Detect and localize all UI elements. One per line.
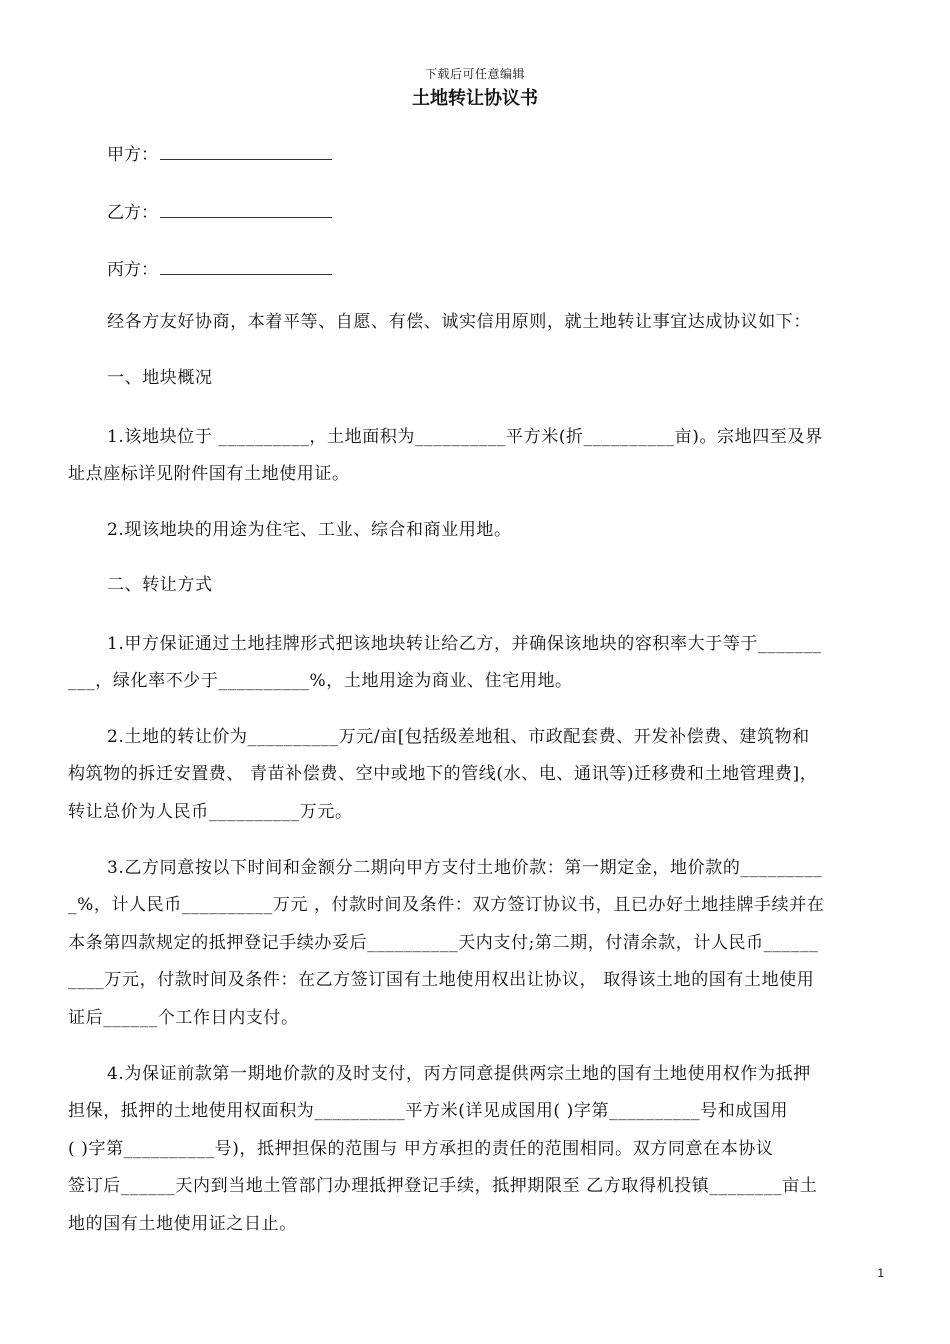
clause-text: 址点座标详见附件国有土地使用证。	[68, 464, 350, 484]
clause-text: 地的国有土地使用证之日止。	[68, 1214, 297, 1234]
party-b-field	[107, 198, 332, 223]
intro-paragraph: 经各方友好协商，本着平等、自愿、有偿、诚实信用原则，就土地转让事宜达成协议如下：	[107, 312, 811, 332]
party-a-field	[107, 140, 332, 165]
party-a-blank	[160, 143, 332, 160]
party-b-blank	[160, 201, 332, 218]
header-note: 下载后可任意编辑	[424, 67, 525, 81]
clause-text: ___，绿化率不少于__________%，土地用途为商业、住宅用地。	[68, 671, 573, 691]
party-c-field	[107, 255, 332, 280]
clause-text: 4.为保证前款第一期地价款的及时支付，丙方同意提供两宗土地的国有土地使用权作为抵押	[107, 1064, 811, 1084]
section-heading: 一、地块概况	[107, 368, 213, 388]
document-title: 土地转让协议书	[412, 88, 538, 109]
clause-text: 担保，抵押的土地使用权面积为__________平方米(详见成国用( )字第__________号和成国用	[68, 1101, 789, 1121]
page-number: 1	[877, 1266, 884, 1280]
clause-text: 签订后______天内到当地土管部门办理抵押登记手续，抵押期限至 乙方取得机投镇________亩土	[68, 1176, 818, 1196]
clause-text: 2.现该地块的用途为住宅、工业、综合和商业用地。	[107, 520, 512, 540]
clause-text: 证后______个工作日内支付。	[68, 1008, 299, 1028]
clause-text: 1.该地块位于 __________，土地面积为__________平方米(折__________亩)。宗地四至及界	[107, 427, 823, 447]
party-b-label: 乙方：	[107, 203, 158, 223]
party-c-label: 丙方：	[107, 260, 158, 280]
clause-text: 转让总价为人民币__________万元。	[68, 802, 353, 822]
clause-text: _%，计人民币__________万元 ，付款时间及条件：双方签订协议书，且已办好土地挂牌手续并在	[68, 895, 825, 915]
clause-text: 2.土地的转让价为__________万元/亩[包括级差地租、市政配套费、开发补偿费、建筑物和	[107, 727, 810, 747]
clause-text: 本条第四款规定的抵押登记手续办妥后__________天内支付;第二期，付清余款，计人民币______	[68, 933, 819, 953]
clause-text: 3.乙方同意按以下时间和金额分二期向甲方支付土地价款：第一期定金，地价款的_________	[107, 858, 823, 878]
clause-text: 1.甲方保证通过土地挂牌形式把该地块转让给乙方，并确保该地块的容积率大于等于_______	[107, 634, 822, 654]
section-heading: 二、转让方式	[107, 575, 213, 595]
clause-text: ____万元，付款时间及条件：在乙方签订国有土地使用权出让协议， 取得该土地的国有土地使用	[68, 970, 815, 990]
party-a-label: 甲方：	[107, 145, 158, 165]
clause-text: 构筑物的拆迁安置费、 青苗补偿费、空中或地下的管线(水、电、通讯等)迁移费和土地管理费]，	[68, 764, 818, 784]
party-c-blank	[160, 258, 332, 275]
clause-text: ( )字第__________号)，抵押担保的范围与 甲方承担的责任的范围相同。双方同意在本协议	[68, 1139, 774, 1159]
